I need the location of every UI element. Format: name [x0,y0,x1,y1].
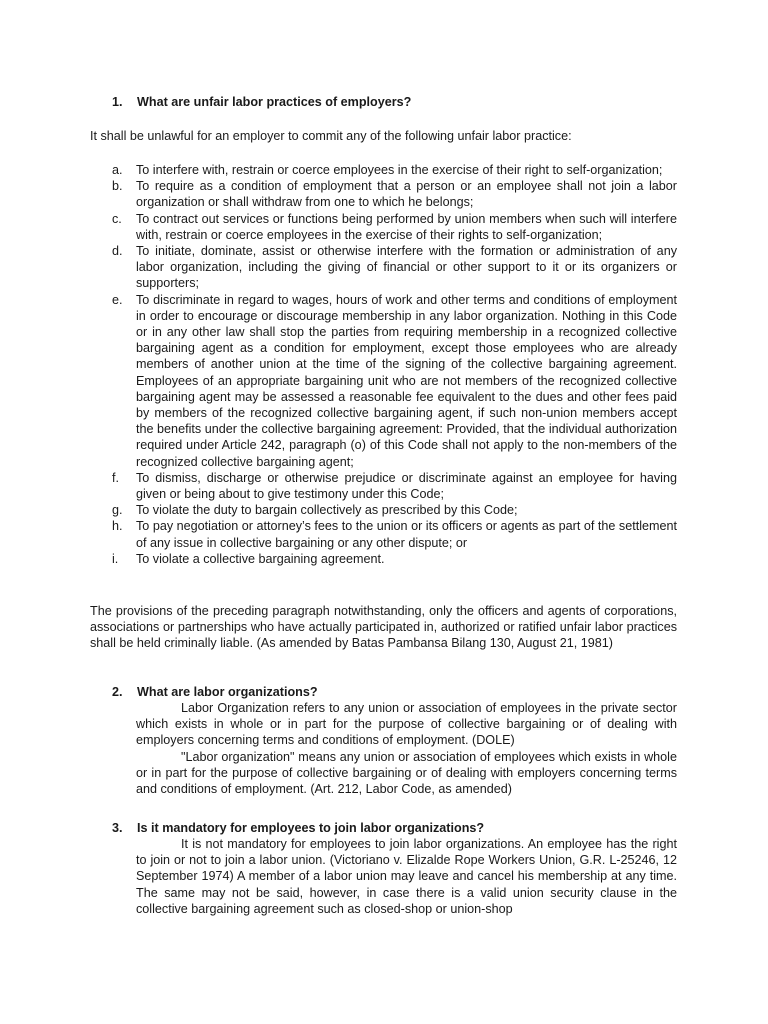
question-3-title: Is it mandatory for employees to join labor organizations? [137,821,485,835]
list-item [112,502,677,518]
list-item [112,292,677,470]
list-marker: e. [112,292,123,307]
list-item-text: To require as a condition of employment that a person or an employee shall not join a labor organization or shall withdraw from one to which he belongs; [136,179,677,210]
list-item-text: To contract out services or functions being performed by union members when such will interfere with, restrain or coerce employees in the exercise of their rights to self-organization; [136,211,677,242]
list-marker: b. [112,179,123,194]
list-marker: g. [112,503,123,518]
list-item-text: To dismiss, discharge or otherwise prejudice or discriminate against an employee for having given or being about to give testimony under this Code; [136,470,677,502]
list-item-text: To interfere with, restrain or coerce employees in the exercise of their right to self-organization; [136,163,663,177]
list-item [112,470,677,502]
unfair-practices-list [112,162,677,567]
question-2-number: 2. [112,685,123,699]
question-2-answer [136,700,677,797]
answer-paragraph: "Labor organization" means any union or association of employees which exists in whole or in part for the purpose of collective bargaining or of dealing with employers concerning terms and conditions of employment. (Art. 212, Labor Code, as amended) [136,749,677,797]
question-1-heading [112,94,682,110]
question-3-heading [112,820,682,836]
list-marker: c. [112,211,122,226]
list-item [112,518,677,550]
list-marker: h. [112,519,123,534]
answer-paragraph: Labor Organization refers to any union or association of employees in the private sector which exists in whole or in part for the purpose of collective bargaining or of dealing with employers concerning terms and conditions of employment. (DOLE) [136,701,677,748]
list-item [112,243,677,292]
question-1-number: 1. [112,95,123,109]
list-item [112,211,677,243]
question-2-title: What are labor organizations? [137,685,318,699]
list-marker: i. [112,551,119,566]
list-item [112,178,677,210]
list-item-text: To violate the duty to bargain collectively as prescribed by this Code; [136,503,518,518]
list-item-text: To violate a collective bargaining agreement. [136,551,385,566]
list-marker: d. [112,244,123,259]
list-item [112,162,677,178]
list-item-text: To pay negotiation or attorney’s fees to the union or its officers or agents as part of the settlement of any issue in collective bargaining or any other dispute; or [136,519,677,550]
question-3-number: 3. [112,821,123,835]
list-marker: f. [112,470,119,485]
list-item [112,551,677,567]
list-item-text: To initiate, dominate, assist or otherwise interfere with the formation or administration of any labor organization, including the giving of financial or other support to it or its organizers or supporters; [136,244,677,291]
answer-paragraph: It is not mandatory for employees to join labor organizations. An employee has the right to join or not to join a labor union. (Victoriano v. Elizalde Rope Workers Union, G.R. L-25246, 12 September 1974) A member of a labor union may leave and cancel his membership at any time. The same may not be said, however, in case there is a valid union security clause in the collective bargaining agreement such as closed-shop or union-shop [136,837,677,916]
question-1-title: What are unfair labor practices of employers? [137,95,412,109]
list-marker: a. [112,163,123,177]
list-item-text: To discriminate in regard to wages, hours of work and other terms and conditions of employment in order to encourage or discourage membership in any labor organization. Nothing in this Code or in any other law shall stop the parties from requiring membership in a recognized collective bargaining agent as a condition for employment, except those employees who are already members of another union at the time of the signing of the collective bargaining agreement. Employees of an appropriate bargaining unit who are not members of the recognized collective bargaining agent may be assessed a reasonable fee equivalent to the dues and other fees paid by members of the recognized collective bargaining agent, if such non-union members accept the benefits under the collective bargaining agreement: Provided, that the individual authorization required under Article 242, paragraph (o) of this Code shall not apply to the non-members of the recognized collective bargaining agent; [136,292,677,469]
question-3-answer [136,836,677,917]
question-1-closing: The provisions of the preceding paragraph notwithstanding, only the officers and agents of corporations, associations or partnerships who have actually participated in, authorized or ratified unfair labor practices shall be held criminally liable. (As amended by Batas Pambansa Bilang 130, August 21, 1981) [90,604,677,651]
question-1-intro: It shall be unlawful for an employer to commit any of the following unfair labor practice: [90,129,572,143]
question-2-heading [112,684,682,700]
